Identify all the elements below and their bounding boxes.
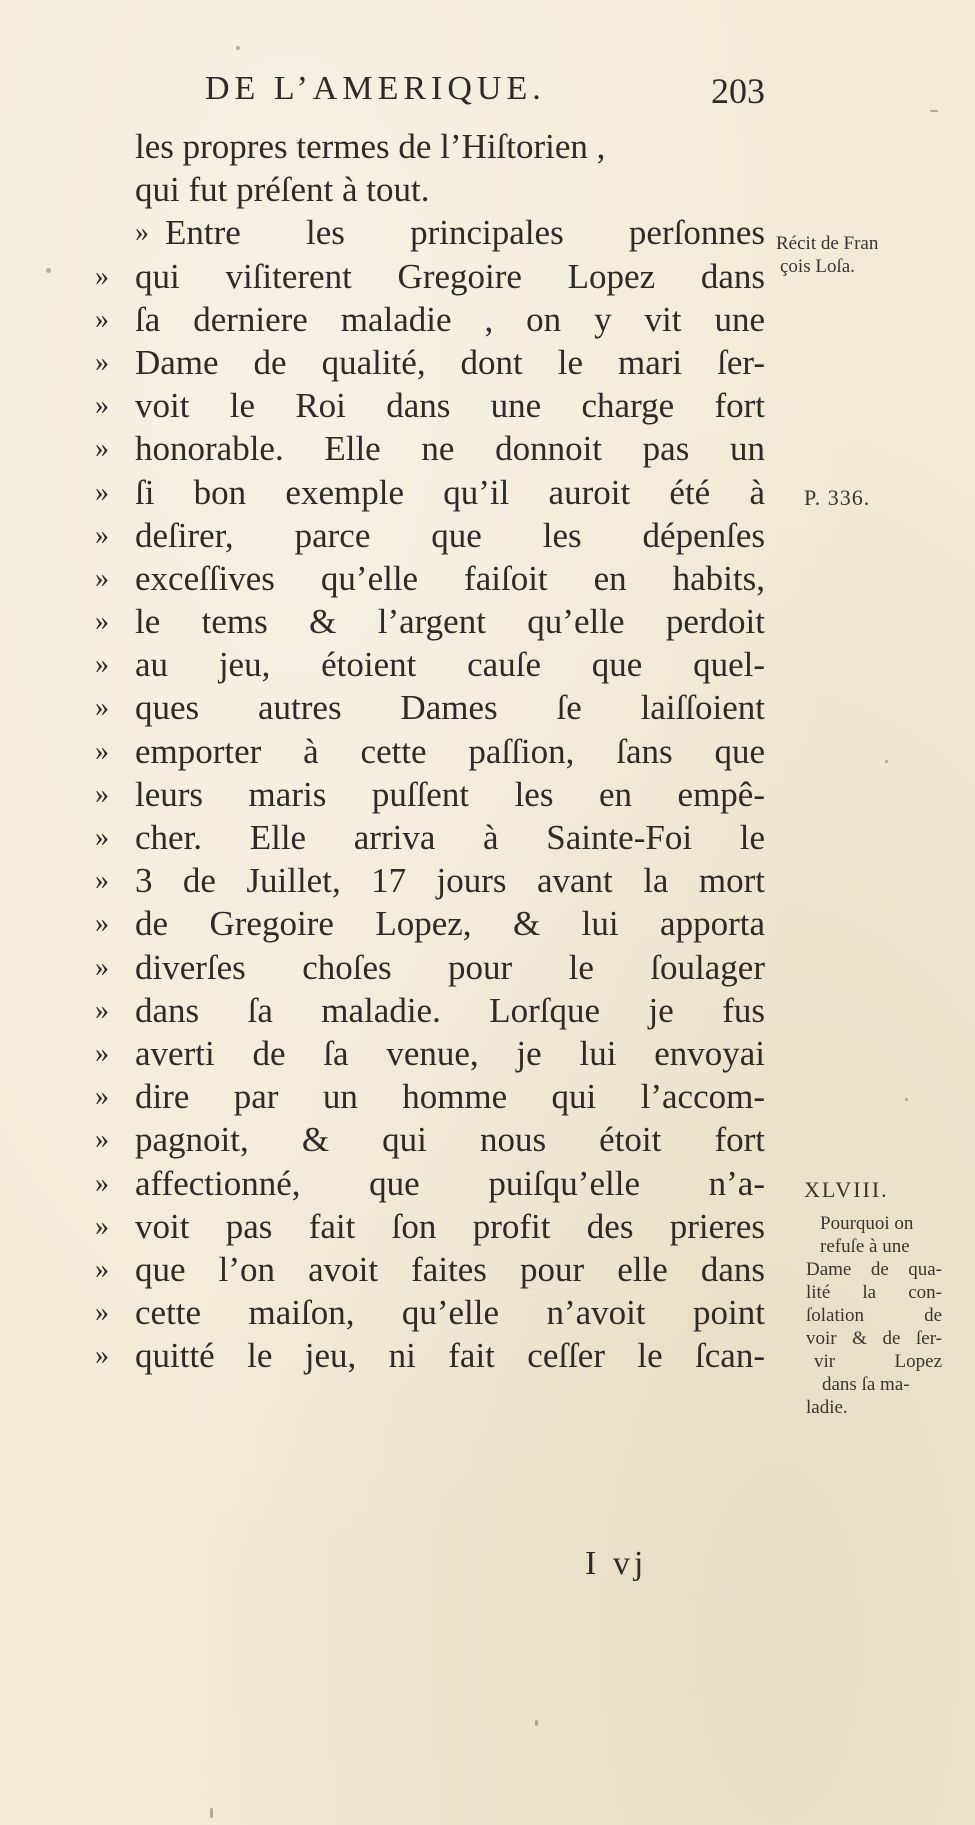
line-text: ſi bon exemple qu’il auroit été à [135,472,765,512]
quote-mark: » [95,735,109,767]
quote-mark: » [95,390,109,422]
margin-note-line: Récit de Fran [776,233,879,254]
line-text: voit pas fait ſon profit des prieres [135,1206,765,1246]
text-line [95,255,765,298]
body-text [95,125,765,1377]
margin-note-line: voir & de ſer- [806,1328,942,1349]
text-line [95,686,765,729]
line-text: ſa derniere maladie , on y vit une [135,299,765,339]
quote-mark: » [95,951,109,983]
margin-note-recit [776,232,916,278]
paper-speck [535,1720,538,1726]
quote-mark: » [95,692,109,724]
line-text: au jeu, étoient cauſe que quel- [135,645,765,685]
text-line [95,1205,765,1248]
paper-speck [236,46,240,50]
text-line [95,643,765,686]
line-text: de Gregoire Lopez, & lui apporta [135,904,765,944]
text-line [95,211,765,254]
text-line [95,1075,765,1118]
line-text: 3 de Juillet, 17 jours avant la mort [135,861,765,901]
line-text: exceſſives qu’elle faiſoit en habits, [135,558,765,598]
paper-speck [46,268,51,273]
margin-note-line: ſolation de [806,1305,942,1326]
quote-mark: » [95,433,109,465]
quote-mark: » [95,1167,109,1199]
line-text: les propres termes de l’Hiſtorien , [135,127,606,166]
quote-mark: » [95,346,109,378]
page-number: 203 [711,71,765,111]
quote-mark: » [95,1253,109,1285]
quote-mark: » [95,1124,109,1156]
text-line [95,600,765,643]
text-line [95,125,765,168]
quote-mark: » [95,476,109,508]
text-line [95,384,765,427]
text-line [95,989,765,1032]
line-text: pagnoit, & qui nous étoit fort [135,1120,765,1160]
line-text: cher. Elle arriva à Sainte-Foi le [135,818,765,857]
text-line [95,514,765,557]
quote-mark: » [95,519,109,551]
margin-note-line: lité la con- [806,1282,942,1303]
text-line [95,298,765,341]
quote-mark: » [95,908,109,940]
quote-mark: » [95,778,109,810]
line-text: voit le Roi dans une charge fort [135,386,765,426]
line-text: dire par un homme qui l’accom- [135,1077,765,1117]
quote-mark: » [95,260,109,292]
line-text: diverſes choſes pour le ſoulager [135,947,765,987]
line-text: Dame de qualité, dont le mari ſer- [135,342,765,382]
line-text: ques autres Dames ſe laiſſoient [135,688,765,728]
quote-mark: » [95,649,109,681]
running-header [205,70,765,120]
quote-mark: » [95,303,109,335]
margin-note-line: Dame de qua- [806,1259,942,1280]
signature-mark: I vj [585,1545,648,1582]
text-line [95,1162,765,1205]
text-line [95,1118,765,1161]
quote-mark: » [95,1297,109,1329]
text-line [95,1032,765,1075]
text-line [95,902,765,945]
quote-mark: » [95,1210,109,1242]
line-text: cette maiſon, qu’elle n’avoit point [135,1293,765,1333]
text-line [95,1248,765,1291]
quote-mark: » [95,1081,109,1113]
line-text: affectionné, que puiſqu’elle n’a- [135,1163,765,1203]
line-text: le tems & l’argent qu’elle perdoit [135,602,765,642]
margin-note-line: ladie. [806,1397,848,1418]
margin-note-pourquoi [806,1212,946,1419]
text-line [95,1334,765,1377]
line-text: leurs maris puſſent les en empê- [135,774,765,814]
text-line [95,1291,765,1334]
text-line [95,730,765,773]
paper-speck [930,110,938,112]
line-text: qui viſiterent Gregoire Lopez dans [135,256,765,296]
paper-speck [885,760,888,763]
margin-note-line: Pourquoi on [820,1213,914,1234]
text-line [95,341,765,384]
paper-speck [905,1098,908,1101]
paper-speck [210,1808,213,1818]
quote-mark: » [95,994,109,1026]
margin-note-line: vir Lopez [814,1351,942,1372]
text-line [95,427,765,470]
quote-mark: » [95,822,109,853]
quote-mark: » [95,562,109,594]
text-line [95,946,765,989]
quote-mark: » [95,865,109,897]
quote-mark: » [95,1037,109,1069]
text-line [95,471,765,514]
line-text: averti de ſa venue, je lui envoyai [135,1033,765,1073]
text-line [95,816,765,859]
running-title: DE L’AMERIQUE. [205,70,546,107]
text-line [95,859,765,902]
text-line [95,773,765,816]
line-text: emporter à cette paſſion, ſans que [135,731,765,771]
line-text: dans ſa maladie. Lorſque je fus [135,990,765,1030]
margin-note-line: refuſe à une [820,1236,910,1257]
line-text: honorable. Elle ne donnoit pas un [135,429,765,469]
text-line [95,557,765,600]
line-text: Entre les principales perſonnes [165,213,765,253]
quote-mark: » [95,606,109,638]
margin-section-number: XLVIII. [804,1177,889,1202]
line-text: quitté le jeu, ni fait ceſſer le ſcan- [135,1336,765,1376]
text-line [95,168,765,211]
quote-mark: » [95,1340,109,1372]
quote-mark: » [135,217,149,249]
margin-note-line: dans ſa ma- [822,1374,910,1395]
line-text: que l’on avoit faites pour elle dans [135,1249,765,1289]
margin-page-reference: P. 336. [804,485,871,510]
line-text: deſirer, parce que les dépenſes [135,515,765,555]
line-text: qui fut préſent à tout. [135,170,430,210]
margin-note-line: çois Loſa. [780,256,855,277]
